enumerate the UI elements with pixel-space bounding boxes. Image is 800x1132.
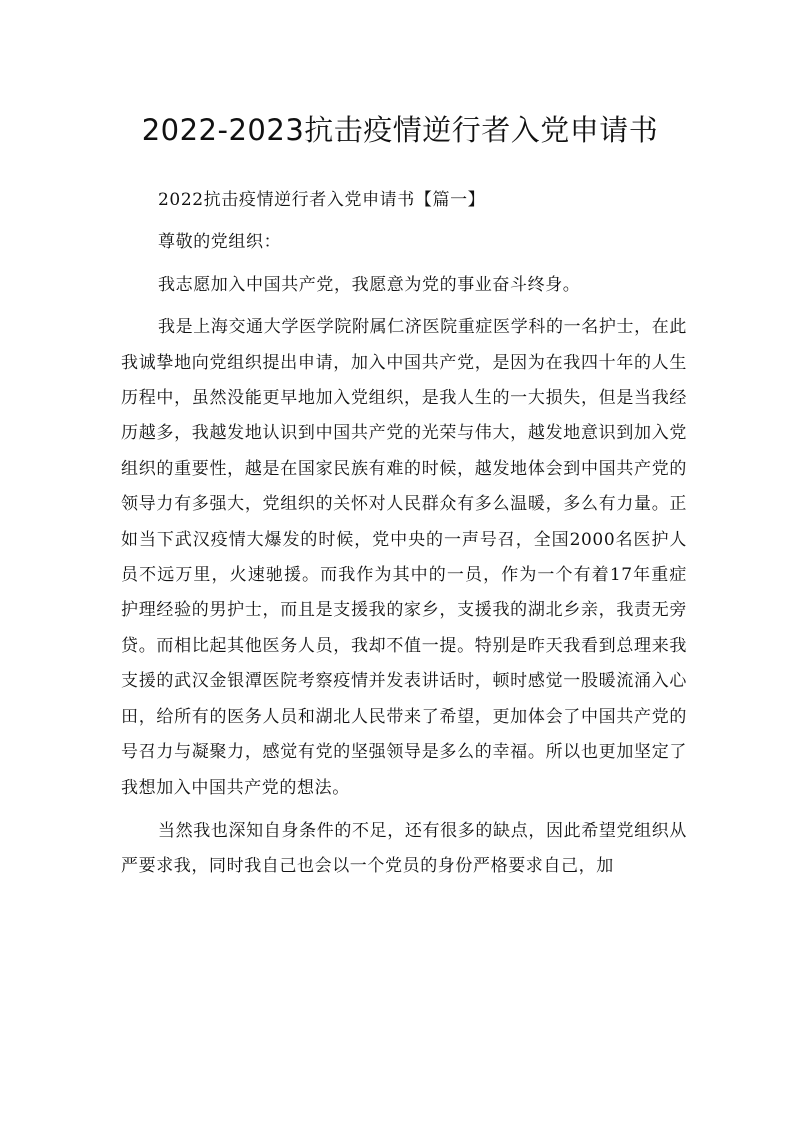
salutation: 尊敬的党组织： bbox=[158, 232, 282, 253]
document-body bbox=[121, 183, 687, 885]
paragraph-2: 我是上海交通大学医学院附属仁济医院重症医学科的一名护士，在此我诚挚地向党组织提出申请，加入中国共产党，是因为在我四十年的人生历程中，虽然没能更早地加入党组织，是我人生的一大损失，但是当我经历越多，我越发地认识到中国共产党的光荣与伟大，越发地意识到加入党组织的重要性，越是在国家民族有难的时候，越发地体会到中国共产党的领导力有多强大，党组织的关怀对人民群众有多么温暖，多么有力量。正如当下武汉疫情大爆发的时候，党中央的一声号召，全国2000名医护人员不远万里，火速驰援。而我作为其中的一员，作为一个有着17年重症护理经验的男护士，而且是支援我的家乡，支援我的湖北乡亲，我责无旁贷。而相比起其他医务人员，我却不值一提。特别是昨天我看到总理来我支援的武汉金银潭医院考察疫情并发表讲话时，顿时感觉一股暖流涌入心田，给所有的医务人员和湖北人民带来了希望，更加体会了中国共产党的号召力与凝聚力，感觉有党的坚强领导是多么的幸福。所以也更加坚定了我想加入中国共产党的想法。 bbox=[121, 317, 687, 798]
paragraph-3: 当然我也深知自身条件的不足，还有很多的缺点，因此希望党组织从严要求我，同时我自己也会以一个党员的身份严格要求自己，加 bbox=[121, 820, 687, 877]
paragraph-1: 我志愿加入中国共产党，我愿意为党的事业奋斗终身。 bbox=[158, 274, 581, 295]
section-heading: 2022抗击疫情逆行者入党申请书【篇一】 bbox=[158, 190, 486, 210]
document-title: 2022-2023抗击疫情逆行者入党申请书 bbox=[141, 113, 659, 147]
